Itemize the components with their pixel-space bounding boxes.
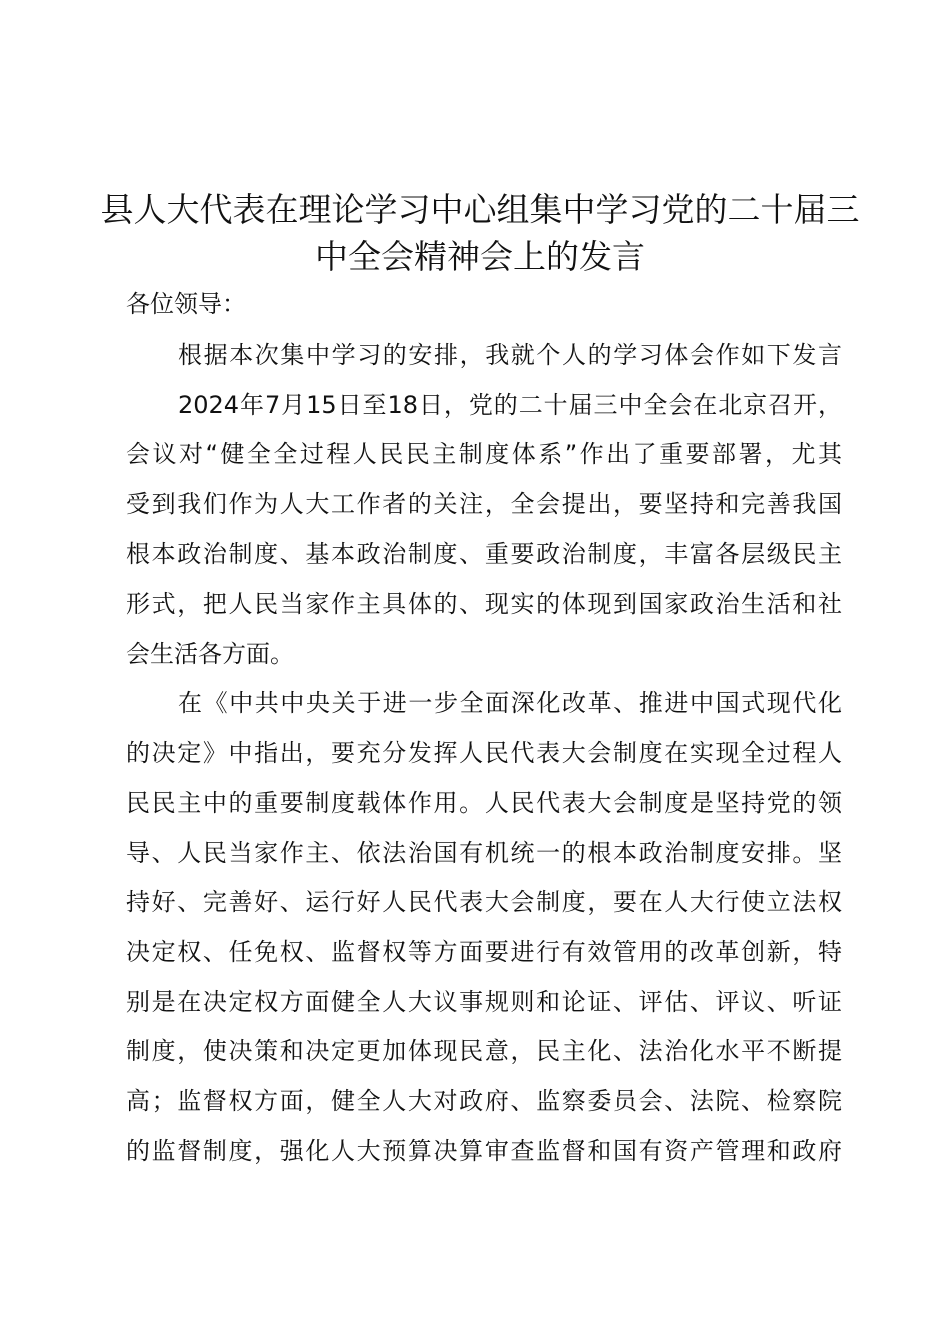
body-line-17: 的监督制度，强化人大预算决算审查监督和国有资产管理和政府: [126, 1137, 842, 1165]
body-line-4: 受到我们作为人大工作者的关注，全会提出，要坚持和完善我国: [126, 490, 842, 518]
body-line-7: 会生活各方面。: [126, 640, 294, 668]
salutation: 各位领导：: [126, 290, 246, 318]
document-title: 县人大代表在理论学习中心组集中学习党的二十届三中全会精神会上的发言: [100, 190, 860, 276]
body-line-9: 的决定》中指出，要充分发挥人民代表大会制度在实现全过程人: [126, 739, 842, 767]
body-line-8: 在《中共中央关于进一步全面深化改革、推进中国式现代化: [178, 689, 842, 717]
body-line-12: 持好、完善好、运行好人民代表大会制度，要在人大行使立法权: [126, 888, 842, 916]
body-line-5: 根本政治制度、基本政治制度、重要政治制度，丰富各层级民主: [126, 540, 842, 568]
body-line-6: 形式，把人民当家作主具体的、现实的体现到国家政治生活和社: [126, 590, 842, 618]
body-line-3: 会议对“健全全过程人民民主制度体系”作出了重要部署，尤其: [126, 440, 842, 468]
body-line-10: 民民主中的重要制度载体作用。人民代表大会制度是坚持党的领: [126, 789, 842, 817]
body-line-11: 导、人民当家作主、依法治国有机统一的根本政治制度安排。坚: [126, 839, 842, 867]
body-line-2: 2024年7月15日至18日，党的二十届三中全会在北京召开，: [178, 391, 842, 419]
body-line-15: 制度，使决策和决定更加体现民意，民主化、法治化水平不断提: [126, 1037, 842, 1065]
body-line-13: 决定权、任免权、监督权等方面要进行有效管用的改革创新，特: [126, 938, 842, 966]
body-line-1: 根据本次集中学习的安排，我就个人的学习体会作如下发言: [178, 341, 842, 369]
body-line-14: 别是在决定权方面健全人大议事规则和论证、评估、评议、听证: [126, 988, 842, 1016]
body-line-16: 高；监督权方面，健全人大对政府、监察委员会、法院、检察院: [126, 1087, 842, 1115]
